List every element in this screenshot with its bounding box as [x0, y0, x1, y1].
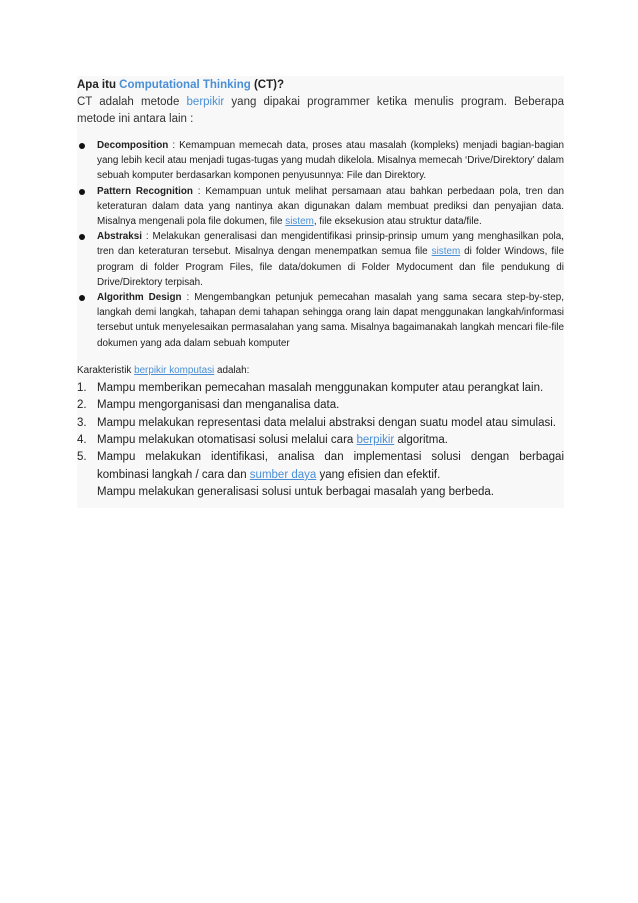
item-number: 1.: [77, 381, 87, 394]
term-algorithm-design: Algorithm Design: [97, 292, 182, 304]
bullet-icon: [79, 295, 85, 301]
item-text: Mampu mengorganisasi dan menganalisa data.: [97, 399, 340, 412]
item-number: 2.: [77, 399, 87, 412]
item-text-before: Mampu melakukan otomatisasi solusi melalui cara: [97, 434, 357, 447]
title-suffix: (CT)?: [250, 79, 284, 91]
bullet-icon: [79, 234, 85, 240]
desc-pattern-part1: : Kemampuan untuk melihat persamaan atau bahkan perbedaan pola, tren dan keteraturan dalam data yang nantinya akan digunakan dalam membuat prediksi dan penyajian data. Misalnya mengenali pola file dokumen, file: [97, 185, 564, 228]
intro-link-berpikir[interactable]: berpikir: [186, 96, 225, 108]
desc-abstraksi-part1: : Melakukan generalisasi dan mengidentifikasi prinsip-prinsip umum yang menghasilkan pola, tren dan keteraturan tersebut. Misalnya dengan menempatkan semua file: [97, 231, 564, 258]
term-abstraksi: Abstraksi: [97, 231, 143, 243]
karakteristik-list: [77, 380, 564, 502]
document-body: [77, 76, 564, 508]
link-sistem[interactable]: sistem: [285, 216, 314, 228]
desc-pattern-part2: , file eksekusion atau struktur data/file.: [313, 216, 482, 228]
list-item-algorithm-design: [77, 290, 564, 351]
title-link[interactable]: Computational Thinking: [119, 79, 251, 91]
item-text-line2: Mampu melakukan generalisasi solusi untuk berbagai masalah yang berbeda.: [97, 486, 494, 499]
list-item-1: [77, 380, 564, 397]
title-prefix: Apa itu: [77, 79, 120, 91]
item-text-before: Mampu melakukan identifikasi, analisa dan implementasi solusi dengan berbagai kombinasi langkah / cara dan: [97, 451, 564, 481]
item-text-after: yang efisien dan efektif.: [316, 468, 441, 481]
item-text: Mampu memberikan pemecahan masalah menggunakan komputer atau perangkat lain.: [97, 381, 544, 394]
bullet-icon: [79, 143, 85, 149]
list-item-3: [77, 415, 564, 432]
list-item-2: [77, 397, 564, 414]
karakteristik-heading: [77, 363, 564, 378]
list-item-abstraksi: [77, 229, 564, 290]
karak-after: adalah:: [214, 364, 250, 376]
desc-abstraksi-part2: di folder Windows, file program di folder Program Files, file data/dokumen di Folder Mydocument dan file pendukung di Drive/Direktory terpisah.: [97, 246, 564, 288]
item-number: 3.: [77, 416, 87, 429]
link-sistem-2[interactable]: sistem: [431, 246, 461, 258]
item-number: 5.: [77, 451, 87, 464]
intro-paragraph: [77, 94, 564, 128]
link-berpikir-2[interactable]: berpikir: [356, 434, 395, 447]
term-decomposition: Decomposition: [97, 140, 169, 151]
method-list: [77, 138, 564, 351]
page-title: [77, 78, 564, 93]
list-item-4: [77, 432, 564, 449]
term-pattern-recognition: Pattern Recognition: [97, 185, 193, 197]
desc-decomposition: : Kemampuan memecah data, proses atau masalah (kompleks) menjadi bagian-bagian yang lebih kecil atau menjadi tugas-tugas yang mudah dikelola. Misalnya memecah ‘Drive/Direktory’ dalam sebuah komputer berdasarkan komponen penyusunnya: File dan Direktory.: [97, 140, 564, 182]
item-text-after: algoritma.: [394, 434, 448, 447]
link-berpikir-komputasi[interactable]: berpikir komputasi: [134, 364, 215, 376]
list-item-pattern-recognition: [77, 184, 564, 230]
desc-algorithm-design: : Mengembangkan petunjuk pemecahan masalah yang sama secara step-by-step, langkah demi langkah, tahapan demi tahapan sehingga orang lain dapat menggunakan langkah/informasi tersebut untuk menyelesaikan permasalahan yang sama. Misalnya bagaimanakah langkah mencari file-file dokumen yang ada dalam sebuah komputer: [97, 292, 565, 349]
item-number: 4.: [77, 434, 87, 447]
list-item-5: [77, 449, 564, 501]
intro-before: CT adalah metode: [77, 96, 187, 108]
item-text: Mampu melakukan representasi data melalui abstraksi dengan suatu model atau simulasi.: [97, 416, 556, 429]
list-item-decomposition: [77, 138, 564, 184]
bullet-icon: [79, 189, 85, 195]
link-sumber-daya[interactable]: sumber daya: [249, 468, 317, 481]
karak-before: Karakteristik: [77, 364, 135, 376]
intro-after: yang dipakai programmer ketika menulis program. Beberapa metode ini antara lain :: [77, 96, 564, 125]
